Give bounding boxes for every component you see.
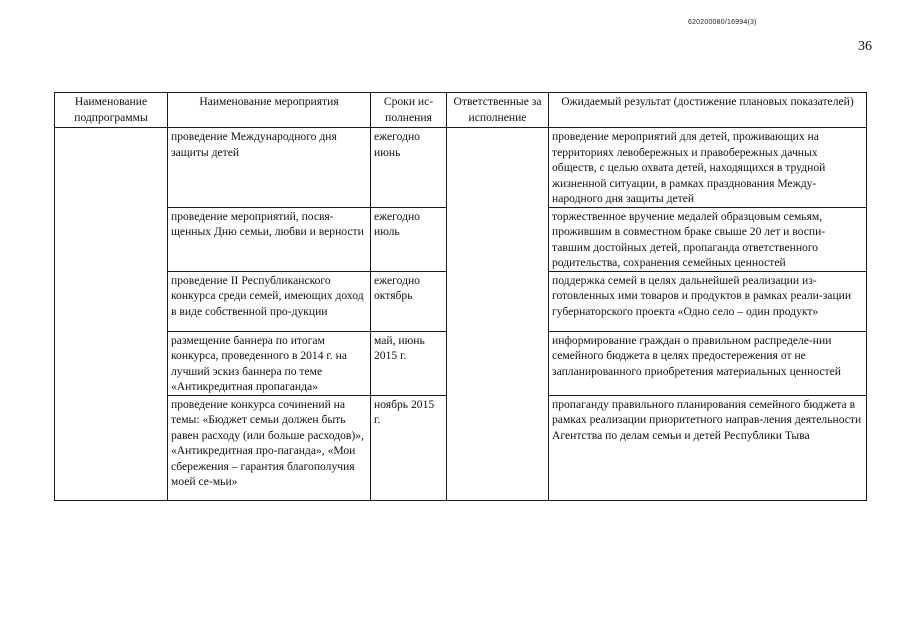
result-cell: пропаганду правильного планирования семейного бюджета в рамках реализации приоритетного направ-ления деятельности Агентства по делам семьи и детей Республики Тыва [549,395,867,500]
term-cell: ноябрь 2015 г. [371,395,447,500]
term-cell: ежегодно июнь [371,128,447,208]
header-subprogram: Наименование подпрограммы [55,93,168,128]
result-cell: торжественное вручение медалей образцовым семьям, прожившим в совместном браке свыше 20 лет и воспи-тавшим достойных детей, пропаганда ответственного родительства, сохранения семейных ценностей [549,207,867,271]
header-term: Сроки ис-полнения [371,93,447,128]
term-cell: май, июнь 2015 г. [371,331,447,395]
event-cell: проведение мероприятий, посвя-щенных Дню семьи, любви и верности [168,207,371,271]
event-cell: проведение Международного дня защиты детей [168,128,371,208]
event-cell: проведение II Республиканского конкурса среди семей, имеющих доход в виде собственной про-дукции [168,271,371,331]
document-code: 620200080/16994(3) [688,19,757,26]
header-event: Наименование мероприятия [168,93,371,128]
table-header-row [55,93,867,128]
result-cell: информирование граждан о правильном распределе-нии семейного бюджета в целях предостережения от не запланированного приобретения материальных ценностей [549,331,867,395]
subprogram-cell [55,128,168,501]
header-responsible: Ответственные за исполнение [447,93,549,128]
header-result: Ожидаемый результат (достижение плановых показателей) [549,93,867,128]
term-cell: ежегодно июль [371,207,447,271]
term-cell: ежегодно октябрь [371,271,447,331]
responsible-cell [447,128,549,501]
events-table [54,92,867,501]
event-cell: размещение баннера по итогам конкурса, проведенного в 2014 г. на лучший эскиз баннера по теме «Антикредитная пропаганда» [168,331,371,395]
event-cell: проведение конкурса сочинений на темы: «Бюджет семьи должен быть равен расходу (или больше расходов)», «Антикредитная про-паганда», «Мои сбережения – гарантия благополучия моей се-мьи» [168,395,371,500]
result-cell: поддержка семей в целях дальнейшей реализации из-готовленных ими товаров и продуктов в рамках реали-зации губернаторского проекта «Одно село – один продукт» [549,271,867,331]
result-cell: проведение мероприятий для детей, проживающих на территориях левобережных и правобережных дачных обществ, с целью охвата детей, находящихся в трудной жизненной ситуации, в рамках празднования Между-народного дня защиты детей [549,128,867,208]
page-number: 36 [858,39,872,54]
table-row [55,128,867,208]
